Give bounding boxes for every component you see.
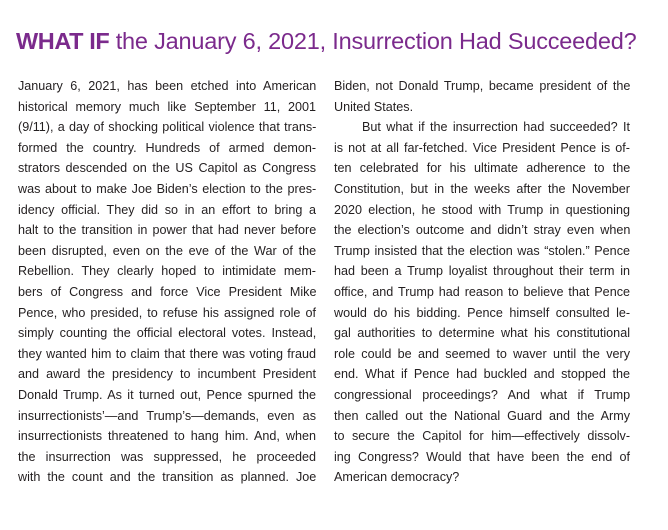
text-line: (9/11), a day of shocking political violence that trans-	[18, 120, 317, 135]
text-line: historical memory much like September 11, 2001	[18, 99, 317, 114]
text-line: and award the presidency to incumbent President	[18, 367, 316, 382]
text-line: Biden, not Donald Trump, became president of the	[334, 79, 631, 93]
text-line: ing Congress? Would that have been the end of	[334, 449, 630, 464]
text-line: been disrupted, even on the eve of the War of the	[18, 243, 317, 258]
text-line: would do his bidding. Pence himself consulted le-	[334, 305, 631, 320]
text-line: United States.	[334, 99, 414, 114]
text-line: to secure the Capitol for him—effectively dissolv-	[334, 429, 631, 444]
text-line: But what if the insurrection had succeeded? It	[362, 120, 630, 135]
text-line: bers of Congress and force Vice President Mike	[18, 284, 317, 299]
text-line: with the count and the transition as planned. Joe	[18, 470, 317, 485]
text-line: simply counting the official electoral votes. Instead,	[18, 326, 317, 341]
text-line: Trump insisted that the election was “stolen.” Pence	[334, 243, 630, 258]
text-line: strators descended on the US Capitol as Congress	[18, 161, 316, 176]
text-line: office, and Trump had reason to believe that Pence	[334, 284, 630, 299]
text-line: Rebellion. They clearly hoped to intimidate mem-	[18, 264, 316, 279]
text-line: idency official. They did so in an effort to bring a	[18, 202, 317, 217]
title-headline: the January 6, 2021, Insurrection Had Succeeded?	[115, 28, 637, 54]
text-line: was about to make Joe Biden’s election to the pres-	[18, 181, 317, 196]
text-line: January 6, 2021, has been etched into American	[18, 79, 317, 93]
page-title	[16, 26, 637, 56]
text-line: gal authorities to determine what his constitutional	[334, 326, 630, 341]
text-line: Pence, who presided, to refuse his assigned role of	[18, 305, 316, 320]
right-column	[334, 76, 630, 488]
title-kicker: WHAT IF	[16, 28, 110, 54]
right-column-paragraph-1	[334, 76, 630, 117]
text-line: ten celebrated for his ultimate adherence to the	[334, 161, 631, 176]
text-line: halt to the transition in power that had never before	[18, 223, 317, 238]
text-line: the insurrection was suppressed, he proceeded	[18, 449, 316, 464]
text-line: insurrectionists’—and Trump’s—demands, even as	[18, 408, 316, 423]
text-line: is not at all far-fetched. Vice President Pence is of-	[334, 140, 630, 155]
text-line: 2020 election, he stood with Trump in questioning	[334, 202, 630, 217]
left-column-paragraph	[18, 76, 316, 488]
left-column	[18, 76, 316, 488]
text-line: American democracy?	[334, 470, 460, 485]
text-line: the election’s outcome and didn’t stray even when	[334, 223, 631, 238]
text-line: congressional proceedings? And what if Trump	[334, 387, 631, 402]
text-line: had been a Trump loyalist throughout their term in	[334, 264, 630, 279]
text-line: insurrectionists threatened to hang him. And, when	[18, 429, 316, 444]
text-line: end. What if Pence had buckled and stopped the	[334, 367, 630, 382]
text-line: then called out the National Guard and the Army	[334, 408, 630, 423]
text-line: formed the country. Hundreds of armed demon-	[18, 140, 317, 155]
text-line: role could be and seemed to waver until the very	[334, 346, 630, 361]
text-line: Donald Trump. As it turned out, Pence spurned the	[18, 387, 316, 402]
right-column-paragraph-2	[334, 117, 630, 488]
text-line: they wanted him to claim that there was voting fraud	[18, 346, 316, 361]
text-line: Constitution, but in the weeks after the November	[334, 181, 630, 196]
